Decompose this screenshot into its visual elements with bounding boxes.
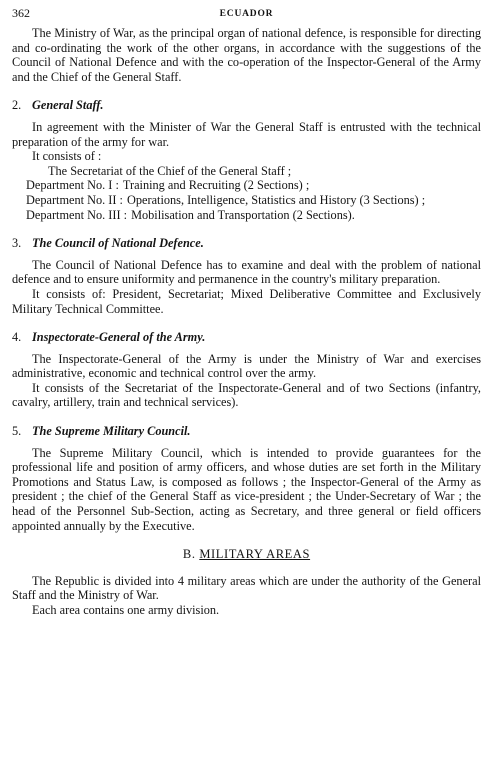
section-number: 2. <box>12 98 22 113</box>
general-staff-consists: It consists of : <box>32 149 102 164</box>
department-list <box>26 164 481 222</box>
department-value: Mobilisation and Transportation (2 Sections). <box>131 207 355 222</box>
department-value: Operations, Intelligence, Statistics and History (3 Sections) ; <box>126 192 426 207</box>
page-number: 362 <box>12 6 30 20</box>
section-heading-council <box>12 236 481 251</box>
section-title: General Staff. <box>32 98 104 113</box>
council-paragraph-1: The Council of National Defence has to examine and deal with the problem of national defence and to ensure uniformity and permanence in the country's military preparation. <box>12 257 481 287</box>
section-title: The Council of National Defence. <box>32 236 204 251</box>
section-title: The Supreme Military Council. <box>32 424 191 439</box>
list-item <box>26 208 481 223</box>
section-number: 3. <box>12 236 22 251</box>
department-key: Department No. III : <box>26 207 128 222</box>
list-item: The Secretariat of the Chief of the General Staff ; <box>48 163 292 178</box>
section-heading-inspectorate <box>12 330 481 345</box>
section-number: 5. <box>12 424 22 439</box>
military-areas-paragraph-1: The Republic is divided into 4 military areas which are under the authority of the General Staff and the Ministry of War. <box>12 573 481 603</box>
section-heading-supreme-council <box>12 424 481 439</box>
page-header <box>12 6 481 26</box>
running-head: ECUADOR <box>219 9 274 19</box>
section-number: 4. <box>12 330 22 345</box>
section-title: Inspectorate-General of the Army. <box>32 330 206 345</box>
list-item <box>26 193 481 208</box>
department-key: Department No. I : <box>26 178 119 193</box>
supreme-council-paragraph: The Supreme Military Council, which is intended to provide guarantees for the professional life and position of army officers, and whose duties are set forth in the Military Promotions and Status Law, is composed as follows ; the Inspector-General of the Army as president ; the chief of the General Staff as vice-president ; the Under-Secretary of War ; the head of the Personnel Sub-Section, acting as Secretary, and three general or field officers appointed annually by the Executive. <box>12 445 481 533</box>
inspectorate-paragraph-1: The Inspectorate-General of the Army is under the Ministry of War and exercises administrative, economic and technical control over the army. <box>12 351 481 381</box>
general-staff-paragraph: In agreement with the Minister of War the General Staff is entrusted with the technical preparation of the army for war. <box>12 119 481 149</box>
council-paragraph-2: It consists of: President, Secretariat; Mixed Deliberative Committee and Exclusively Military Technical Committee. <box>12 286 481 316</box>
section-heading-military-areas <box>12 547 481 562</box>
department-key: Department No. II : <box>26 192 123 207</box>
section-letter: B. <box>182 547 196 562</box>
inspectorate-paragraph-2: It consists of the Secretariat of the Inspectorate-General and of two Sections (infantry, cavalry, artillery, train and technical services). <box>12 380 481 410</box>
section-title: MILITARY AREAS <box>199 547 311 562</box>
section-heading-general-staff <box>12 98 481 113</box>
military-areas-paragraph-2: Each area contains one army division. <box>32 603 220 617</box>
intro-paragraph: The Ministry of War, as the principal organ of national defence, is responsible for directing and co-ordinating the work of the other organs, in accordance with the suggestions of the Council of National Defence and with the co-operation of the Inspector-General of the Army and the Chief of the General Staff. <box>12 26 481 84</box>
list-item <box>26 178 481 193</box>
department-value: Training and Recruiting (2 Sections) ; <box>122 178 310 193</box>
